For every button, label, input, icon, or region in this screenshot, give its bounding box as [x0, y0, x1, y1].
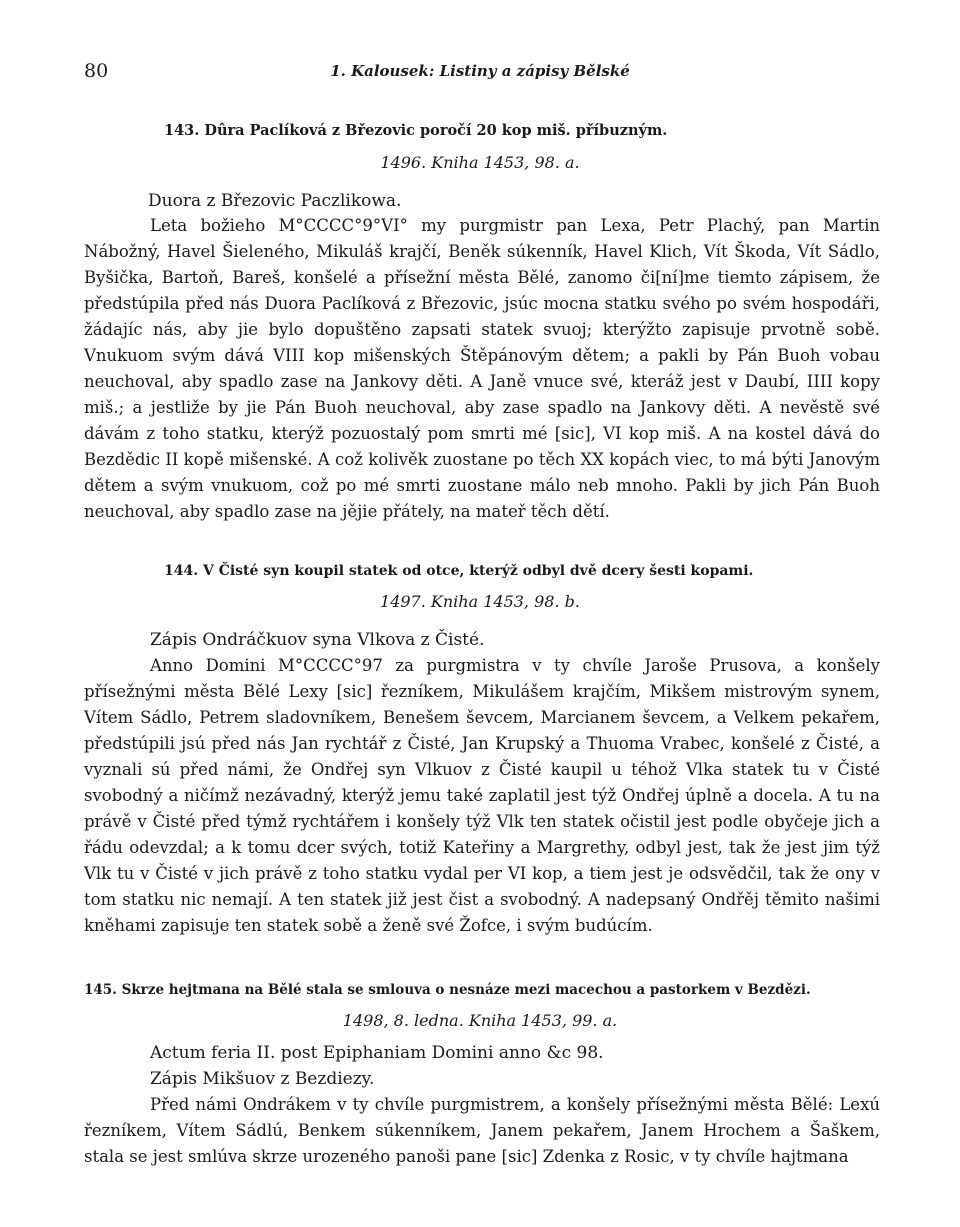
running-title: 1. Kalousek: Listiny a zápisy Bělské: [330, 62, 630, 80]
entry-title: 145. Skrze hejtmana na Bělé stala se smlouva o nesnáze mezi macechou a pastorkem v Bezdězi.: [84, 982, 811, 998]
entry-title: 144. V Čisté syn koupil statek od otce, kterýž odbyl dvě dcery šesti kopami.: [164, 563, 754, 579]
entry-salutation: Duora z Březovic Paczlikowa.: [148, 191, 402, 211]
entry-title: 143. Dûra Paclíková z Březovic poročí 20 kop miš. příbuzným.: [164, 122, 668, 139]
entry-date: 1496. Kniha 1453, 98. a.: [380, 153, 580, 172]
entry-date: 1498, 8. ledna. Kniha 1453, 99. a.: [342, 1011, 618, 1030]
entry-body: Leta božieho M°CCCC°9°VI° my purgmistr pan Lexa, Petr Plachý, pan Martin Nábožný, Havel Šieleného, Mikuláš krajčí, Beněk súkenník, Havel Klich, Vít Škoda, Vít Sádlo, Byšička, Bartoň, Bareš, konšelé a přísežní města Bělé, zanomo či[ní]me tiemto zápisem, že předstúpila před nás Duora Paclíková z Březovic, jsúc mocna statku svého po svém hospodáři, žádajíc nás, aby jie bylo dopuštěno zapsati statek svuoj; kterýžto zapisuje prvotně sobě. Vnukuom svým dává VIII kop mišenských Štěpánovým dětem; a pakli by Pán Buoh vobau neuchoval, aby spadlo zase na Jankovy děti. A Janě vnuce své, kteráž jest v Daubí, IIII kopy miš.; a jestliže by jie Pán Buoh neuchoval, aby zase spadlo na Jankovy děti. A nevěstě své dávám z toho statku, kterýž pozuostalý pom smrti mé [sic], VI kop miš. A na kostel dává do Bezdědic II kopě mišenské. A což kolivěk zuostane po těch XX kopách viec, to má býti Janovým dětem a svým vnukuom, což po mé smrti zuostane málo neb mnoho. Pakli by jich Pán Buoh neuchoval, aby spadlo zase na jějie přátely, na mateř těch dětí.: [84, 216, 880, 521]
entry-salutation: Zápis Mikšuov z Bezdiezy.: [150, 1069, 375, 1089]
entry-salutation: Zápis Ondráčkuov syna Vlkova z Čisté.: [150, 630, 485, 650]
entry-body: Anno Domini M°CCCC°97 za purgmistra v ty chvíle Jaroše Prusova, a konšely přísežnými města Bělé Lexy [sic] řezníkem, Mikulášem krajčím, Mikšem mistrovým synem, Vítem Sádlo, Petrem sladovníkem, Benešem ševcem, Marcianem ševcem, a Velkem pekařem, předstúpili jsú před nás Jan rychtář z Čisté, Jan Krupský a Thuoma Vrabec, konšelé z Čisté, a vyznali sú před námi, že Ondřej syn Vlkuov z Čisté kaupil u téhož Vlka statek tu v Čisté svobodný a ničímž nezávadný, kterýž jemu také zaplatil jest týž Ondřej úplně a docela. A tu na právě v Čisté před týmž rychtářem i konšely týž Vlk ten statek očistil jest podle obyčeje jich a řádu odevzdal; a k tomu dcer svých, totiž Kateřiny a Margrethy, odbyl jest, tak že jest jim týž Vlk tu v Čisté v jich právě z toho statku vydal per VI kop, a tiem jest je odsvědčil, tak že ony v tom statku nic nemají. A ten statek již jest čist a svobodný. A nadepsaný Ondřěj těmito našimi kněhami zapisuje ten statek sobě a ženě své Žofce, i svým budúcím.: [84, 656, 880, 935]
entry-body: Před námi Ondrákem v ty chvíle purgmistrem, a konšely přísežnými města Bělé: Lexú řezníkem, Vítem Sádlú, Benkem súkenníkem, Janem pekařem, Janem Hrochem a Šaškem, stala se jest smlúva skrze urozeného panoši pane [sic] Zdenka z Rosic, v ty chvíle hajtmana: [84, 1095, 880, 1166]
entry-salutation: Actum feria II. post Epiphaniam Domini anno &c 98.: [150, 1043, 604, 1063]
page-number: 80: [84, 60, 109, 82]
entry-date: 1497. Kniha 1453, 98. b.: [380, 592, 580, 611]
